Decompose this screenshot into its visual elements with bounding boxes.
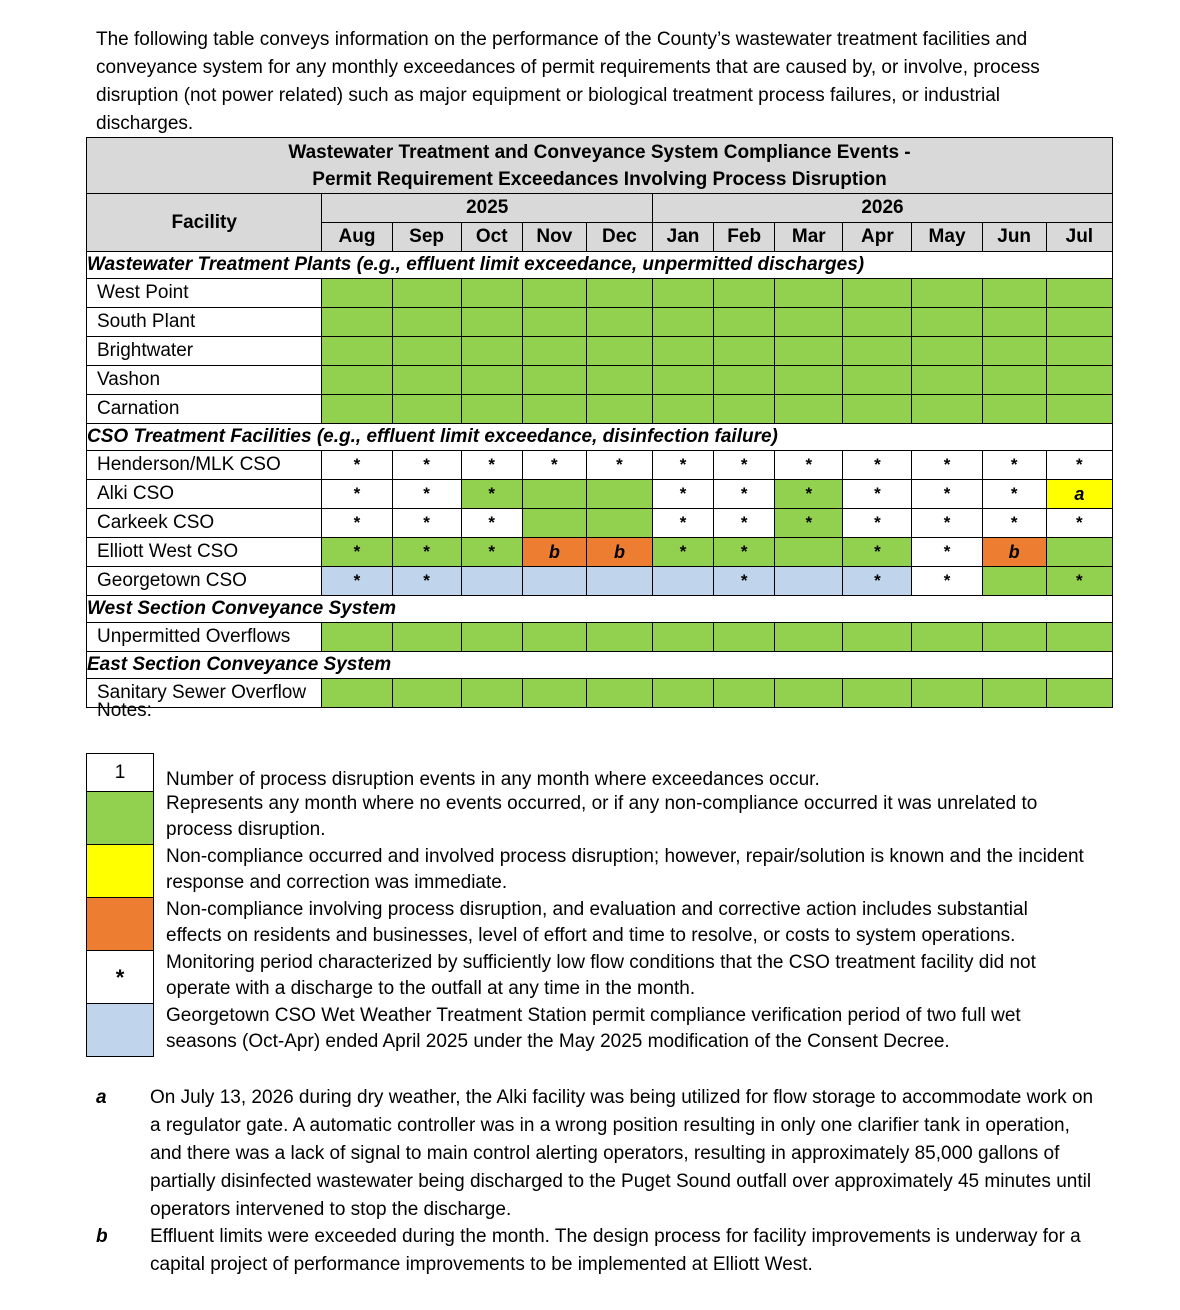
status-cell-sep [392, 623, 461, 652]
table-title-line1: Wastewater Treatment and Conveyance System Compliance Events - [288, 141, 911, 163]
table-title-line2: Permit Requirement Exceedances Involving Process Disruption [312, 168, 887, 190]
facility-name: West Point [87, 279, 322, 308]
status-cell-aug [322, 679, 392, 708]
status-cell-dec [586, 480, 652, 509]
section-row [87, 596, 1113, 623]
legend-text: Represents any month where no events occurred, or if any non-compliance occurred it was unrelated to process disruption. [166, 793, 1038, 840]
status-cell-jun [982, 308, 1046, 337]
status-cell-jan [653, 395, 714, 424]
status-cell-jul [1046, 308, 1112, 337]
status-cell-jan [653, 366, 714, 395]
status-cell-may: * [912, 538, 982, 567]
status-cell-jun [982, 567, 1046, 596]
intro-paragraph: The following table conveys information on the performance of the County’s wastewater treatment facilities and conveyance system for any monthly exceedances of permit requirements that are caused by, or involve, process disruption (not power related) such as major equipment or biological treatment process failures, or industrial discharges. [96, 29, 1040, 134]
status-cell-oct [461, 308, 522, 337]
legend-text: Number of process disruption events in any month where exceedances occur. [166, 769, 820, 790]
status-cell-jan [653, 679, 714, 708]
status-cell-jul: * [1046, 509, 1112, 538]
status-cell-nov [522, 279, 586, 308]
status-cell-dec: * [586, 451, 652, 480]
status-cell-jul [1046, 279, 1112, 308]
status-cell-dec: b [586, 538, 652, 567]
status-cell-jun: * [982, 480, 1046, 509]
status-cell-jun: b [982, 538, 1046, 567]
table-row [87, 308, 1113, 337]
table-row [87, 480, 1113, 509]
status-cell-mar [775, 623, 843, 652]
status-cell-jul: a [1046, 480, 1112, 509]
status-cell-oct [461, 679, 522, 708]
compliance-events-table [86, 137, 1113, 708]
status-cell-jan [653, 308, 714, 337]
table-row [87, 538, 1113, 567]
status-cell-feb: * [714, 509, 775, 538]
status-cell-apr [843, 308, 912, 337]
status-cell-nov [522, 623, 586, 652]
status-cell-aug: * [322, 567, 392, 596]
month-header-jan: Jan [653, 223, 714, 252]
status-cell-aug: * [322, 538, 392, 567]
status-cell-aug [322, 308, 392, 337]
month-header-oct: Oct [461, 223, 522, 252]
table-row [87, 509, 1113, 538]
status-cell-jun [982, 623, 1046, 652]
section-row [87, 424, 1113, 451]
status-cell-mar [775, 395, 843, 424]
status-cell-dec [586, 366, 652, 395]
status-cell-nov [522, 679, 586, 708]
status-cell-may: * [912, 480, 982, 509]
status-cell-aug [322, 623, 392, 652]
status-cell-sep: * [392, 567, 461, 596]
status-cell-oct: * [461, 480, 522, 509]
status-cell-jun [982, 279, 1046, 308]
year-header-2025: 2025 [322, 194, 653, 223]
status-cell-jul [1046, 538, 1112, 567]
section-row [87, 652, 1113, 679]
status-cell-nov [522, 395, 586, 424]
status-cell-aug [322, 337, 392, 366]
status-cell-jul [1046, 395, 1112, 424]
status-cell-oct [461, 567, 522, 596]
status-cell-feb: * [714, 480, 775, 509]
status-cell-aug [322, 279, 392, 308]
status-cell-jan [653, 623, 714, 652]
facility-name: Unpermitted Overflows [87, 623, 322, 652]
month-header-jul: Jul [1046, 223, 1112, 252]
footnote-marker: a [96, 1087, 107, 1108]
status-cell-nov: b [522, 538, 586, 567]
table-row [87, 623, 1113, 652]
status-cell-mar [775, 366, 843, 395]
section-row [87, 252, 1113, 279]
status-cell-apr [843, 366, 912, 395]
status-cell-jun: * [982, 509, 1046, 538]
status-cell-mar [775, 337, 843, 366]
table-row [87, 679, 1113, 708]
status-cell-aug: * [322, 480, 392, 509]
month-header-nov: Nov [522, 223, 586, 252]
status-cell-apr [843, 279, 912, 308]
status-cell-may [912, 337, 982, 366]
table-body [87, 252, 1113, 708]
status-cell-oct [461, 279, 522, 308]
status-cell-jan [653, 279, 714, 308]
status-cell-oct: * [461, 451, 522, 480]
status-cell-jul [1046, 679, 1112, 708]
facility-name: South Plant [87, 308, 322, 337]
month-header-mar: Mar [775, 223, 843, 252]
status-cell-nov [522, 308, 586, 337]
facility-name: Sanitary Sewer Overflow [87, 679, 322, 708]
legend-swatch-white: 1 [86, 753, 154, 792]
status-cell-mar [775, 279, 843, 308]
facility-header: Facility [87, 194, 322, 252]
table-row [87, 451, 1113, 480]
status-cell-sep: * [392, 509, 461, 538]
status-cell-nov [522, 509, 586, 538]
status-cell-aug: * [322, 451, 392, 480]
status-cell-may [912, 679, 982, 708]
status-cell-mar: * [775, 480, 843, 509]
status-cell-may: * [912, 509, 982, 538]
status-cell-jan [653, 567, 714, 596]
status-cell-feb: * [714, 538, 775, 567]
status-cell-feb [714, 337, 775, 366]
status-cell-feb [714, 623, 775, 652]
facility-name: Alki CSO [87, 480, 322, 509]
footnote-text: On July 13, 2026 during dry weather, the Alki facility was being utilized for flow storage to accommodate work on a regulator gate. A automatic controller was in a wrong position resulting in only one clarifier tank in operation, and there was a lack of signal to main control alerting operators, resulting in approximately 85,000 gallons of partially disinfected wastewater being discharged to the Puget Sound outfall over approximately 45 minutes until operators intervened to stop the discharge. [150, 1087, 1094, 1220]
status-cell-jul [1046, 623, 1112, 652]
status-cell-may [912, 623, 982, 652]
status-cell-may [912, 308, 982, 337]
status-cell-jan: * [653, 509, 714, 538]
status-cell-sep: * [392, 451, 461, 480]
month-header-jun: Jun [982, 223, 1046, 252]
legend-swatch-yellow [86, 844, 154, 898]
facility-name: Georgetown CSO [87, 567, 322, 596]
status-cell-nov [522, 567, 586, 596]
status-cell-dec [586, 395, 652, 424]
facility-name: Henderson/MLK CSO [87, 451, 322, 480]
status-cell-apr: * [843, 480, 912, 509]
status-cell-jan: * [653, 480, 714, 509]
status-cell-feb: * [714, 451, 775, 480]
status-cell-sep: * [392, 480, 461, 509]
status-cell-feb [714, 366, 775, 395]
status-cell-jun [982, 679, 1046, 708]
status-cell-sep [392, 395, 461, 424]
legend-swatch-green [86, 791, 154, 845]
table-title [87, 138, 1113, 194]
status-cell-nov: * [522, 451, 586, 480]
status-cell-nov [522, 480, 586, 509]
section-label: CSO Treatment Facilities (e.g., effluent limit exceedance, disinfection failure) [87, 424, 1113, 451]
status-cell-feb [714, 308, 775, 337]
status-cell-dec [586, 279, 652, 308]
facility-name: Carkeek CSO [87, 509, 322, 538]
status-cell-sep [392, 279, 461, 308]
status-cell-dec [586, 337, 652, 366]
section-label: Wastewater Treatment Plants (e.g., effluent limit exceedance, unpermitted discharges) [87, 252, 1113, 279]
month-header-dec: Dec [586, 223, 652, 252]
status-cell-sep: * [392, 538, 461, 567]
month-header-apr: Apr [843, 223, 912, 252]
month-header-sep: Sep [392, 223, 461, 252]
status-cell-aug [322, 395, 392, 424]
status-cell-apr [843, 337, 912, 366]
status-cell-may [912, 395, 982, 424]
legend-text: Non-compliance occurred and involved process disruption; however, repair/solution is known and the incident response and correction was immediate. [166, 846, 1084, 893]
legend-swatch-orange [86, 897, 154, 951]
table-row [87, 279, 1113, 308]
status-cell-mar [775, 567, 843, 596]
status-cell-oct [461, 395, 522, 424]
status-cell-feb: * [714, 567, 775, 596]
status-cell-dec [586, 623, 652, 652]
status-cell-feb [714, 395, 775, 424]
status-cell-nov [522, 366, 586, 395]
status-cell-may [912, 279, 982, 308]
status-cell-apr [843, 623, 912, 652]
status-cell-aug [322, 366, 392, 395]
month-header-may: May [912, 223, 982, 252]
status-cell-may: * [912, 451, 982, 480]
status-cell-jun [982, 337, 1046, 366]
footnote-marker: b [96, 1226, 108, 1247]
status-cell-sep [392, 308, 461, 337]
status-cell-may: * [912, 567, 982, 596]
section-label: East Section Conveyance System [87, 652, 1113, 679]
facility-name: Vashon [87, 366, 322, 395]
table-row [87, 567, 1113, 596]
status-cell-apr: * [843, 509, 912, 538]
year-header-2026: 2026 [653, 194, 1113, 223]
month-header-feb: Feb [714, 223, 775, 252]
section-label: West Section Conveyance System [87, 596, 1113, 623]
status-cell-apr [843, 395, 912, 424]
table-row [87, 337, 1113, 366]
legend-swatch-blue [86, 1003, 154, 1057]
legend-swatch-white: * [86, 950, 154, 1004]
status-cell-apr: * [843, 538, 912, 567]
status-cell-jan [653, 337, 714, 366]
status-cell-jul: * [1046, 451, 1112, 480]
notes-label: Notes: [97, 700, 152, 721]
status-cell-jun: * [982, 451, 1046, 480]
legend-text: Georgetown CSO Wet Weather Treatment Station permit compliance verification period of two full wet seasons (Oct-Apr) ended April 2025 under the May 2025 modification of the Consent Decree. [166, 1005, 1021, 1052]
status-cell-mar [775, 308, 843, 337]
legend-text: Non-compliance involving process disruption, and evaluation and corrective action includes substantial effects on residents and businesses, level of effort and time to resolve, or costs to system operations. [166, 899, 1028, 946]
status-cell-sep [392, 337, 461, 366]
legend-text: Monitoring period characterized by sufficiently low flow conditions that the CSO treatment facility did not operate with a discharge to the outfall at any time in the month. [166, 952, 1036, 999]
facility-name: Elliott West CSO [87, 538, 322, 567]
status-cell-mar: * [775, 451, 843, 480]
status-cell-apr [843, 679, 912, 708]
status-cell-jun [982, 395, 1046, 424]
status-cell-jan: * [653, 538, 714, 567]
status-cell-jan: * [653, 451, 714, 480]
status-cell-aug: * [322, 509, 392, 538]
status-cell-sep [392, 366, 461, 395]
status-cell-sep [392, 679, 461, 708]
status-cell-dec [586, 567, 652, 596]
status-cell-dec [586, 308, 652, 337]
facility-name: Brightwater [87, 337, 322, 366]
status-cell-dec [586, 509, 652, 538]
status-cell-may [912, 366, 982, 395]
status-cell-dec [586, 679, 652, 708]
status-cell-oct: * [461, 538, 522, 567]
status-cell-oct [461, 337, 522, 366]
status-cell-jun [982, 366, 1046, 395]
table-row [87, 366, 1113, 395]
status-cell-nov [522, 337, 586, 366]
status-cell-mar [775, 679, 843, 708]
status-cell-oct [461, 366, 522, 395]
status-cell-feb [714, 279, 775, 308]
status-cell-apr: * [843, 567, 912, 596]
status-cell-jul: * [1046, 567, 1112, 596]
status-cell-jul [1046, 337, 1112, 366]
status-cell-mar [775, 538, 843, 567]
status-cell-mar: * [775, 509, 843, 538]
facility-name: Carnation [87, 395, 322, 424]
footnote-text: Effluent limits were exceeded during the month. The design process for facility improvements is underway for a capital project of performance improvements to be implemented at Elliott West. [150, 1226, 1081, 1275]
status-cell-oct: * [461, 509, 522, 538]
month-header-aug: Aug [322, 223, 392, 252]
status-cell-oct [461, 623, 522, 652]
status-cell-jul [1046, 366, 1112, 395]
table-row [87, 395, 1113, 424]
status-cell-apr: * [843, 451, 912, 480]
status-cell-feb [714, 679, 775, 708]
